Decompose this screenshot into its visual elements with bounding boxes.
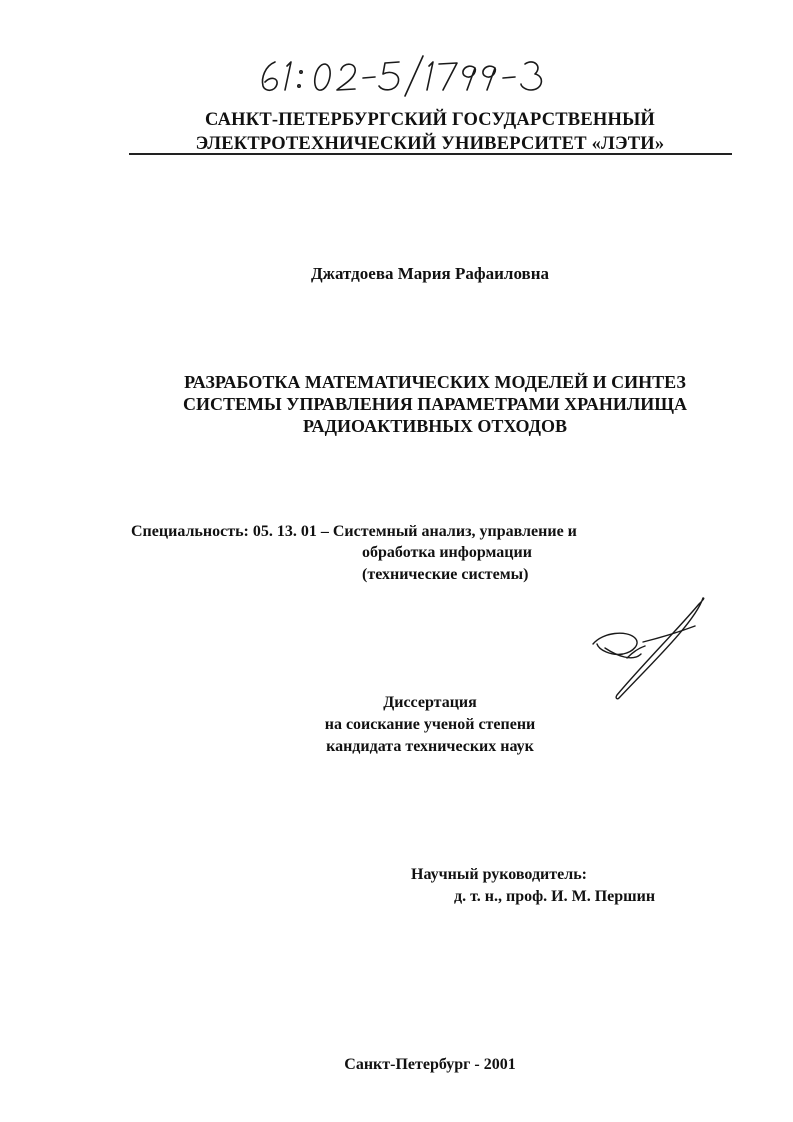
dissertation-line-2: на соискание ученой степени <box>324 716 536 733</box>
author-name: Джатдоева Мария Рафаиловна <box>310 264 550 283</box>
specialty-line-3: (технические системы) <box>362 566 529 583</box>
specialty-label: Специальность: 05. 13. 01 – Системный анализ, управление и <box>131 523 577 540</box>
handwritten-archive-code <box>253 50 553 98</box>
supervisor-name: д. т. н., проф. И. М. Першин <box>454 888 656 905</box>
title-line: СИСТЕМЫ УПРАВЛЕНИЯ ПАРАМЕТРАМИ ХРАНИЛИЩА <box>182 394 688 414</box>
dissertation-line-3: кандидата технических наук <box>326 738 534 755</box>
handwritten-signature <box>583 592 715 702</box>
header-divider <box>129 153 732 155</box>
university-line-2: ЭЛЕКТРОТЕХНИЧЕСКИЙ УНИВЕРСИТЕТ «ЛЭТИ» <box>195 134 665 154</box>
city-year: Санкт-Петербург - 2001 <box>344 1056 516 1073</box>
university-name <box>130 108 730 156</box>
specialty-line-2: обработка информации <box>362 544 532 561</box>
dissertation-line-1: Диссертация <box>383 694 477 711</box>
university-line-1: САНКТ-ПЕТЕРБУРГСКИЙ ГОСУДАРСТВЕННЫЙ <box>204 110 656 130</box>
supervisor-label: Научный руководитель: <box>411 866 587 883</box>
title-line: РАЗРАБОТКА МАТЕМАТИЧЕСКИХ МОДЕЛЕЙ И СИНТЕЗ <box>184 372 686 392</box>
title-line: РАДИОАКТИВНЫХ ОТХОДОВ <box>302 416 567 436</box>
dissertation-title <box>140 371 730 437</box>
dissertation-statement <box>250 692 610 758</box>
